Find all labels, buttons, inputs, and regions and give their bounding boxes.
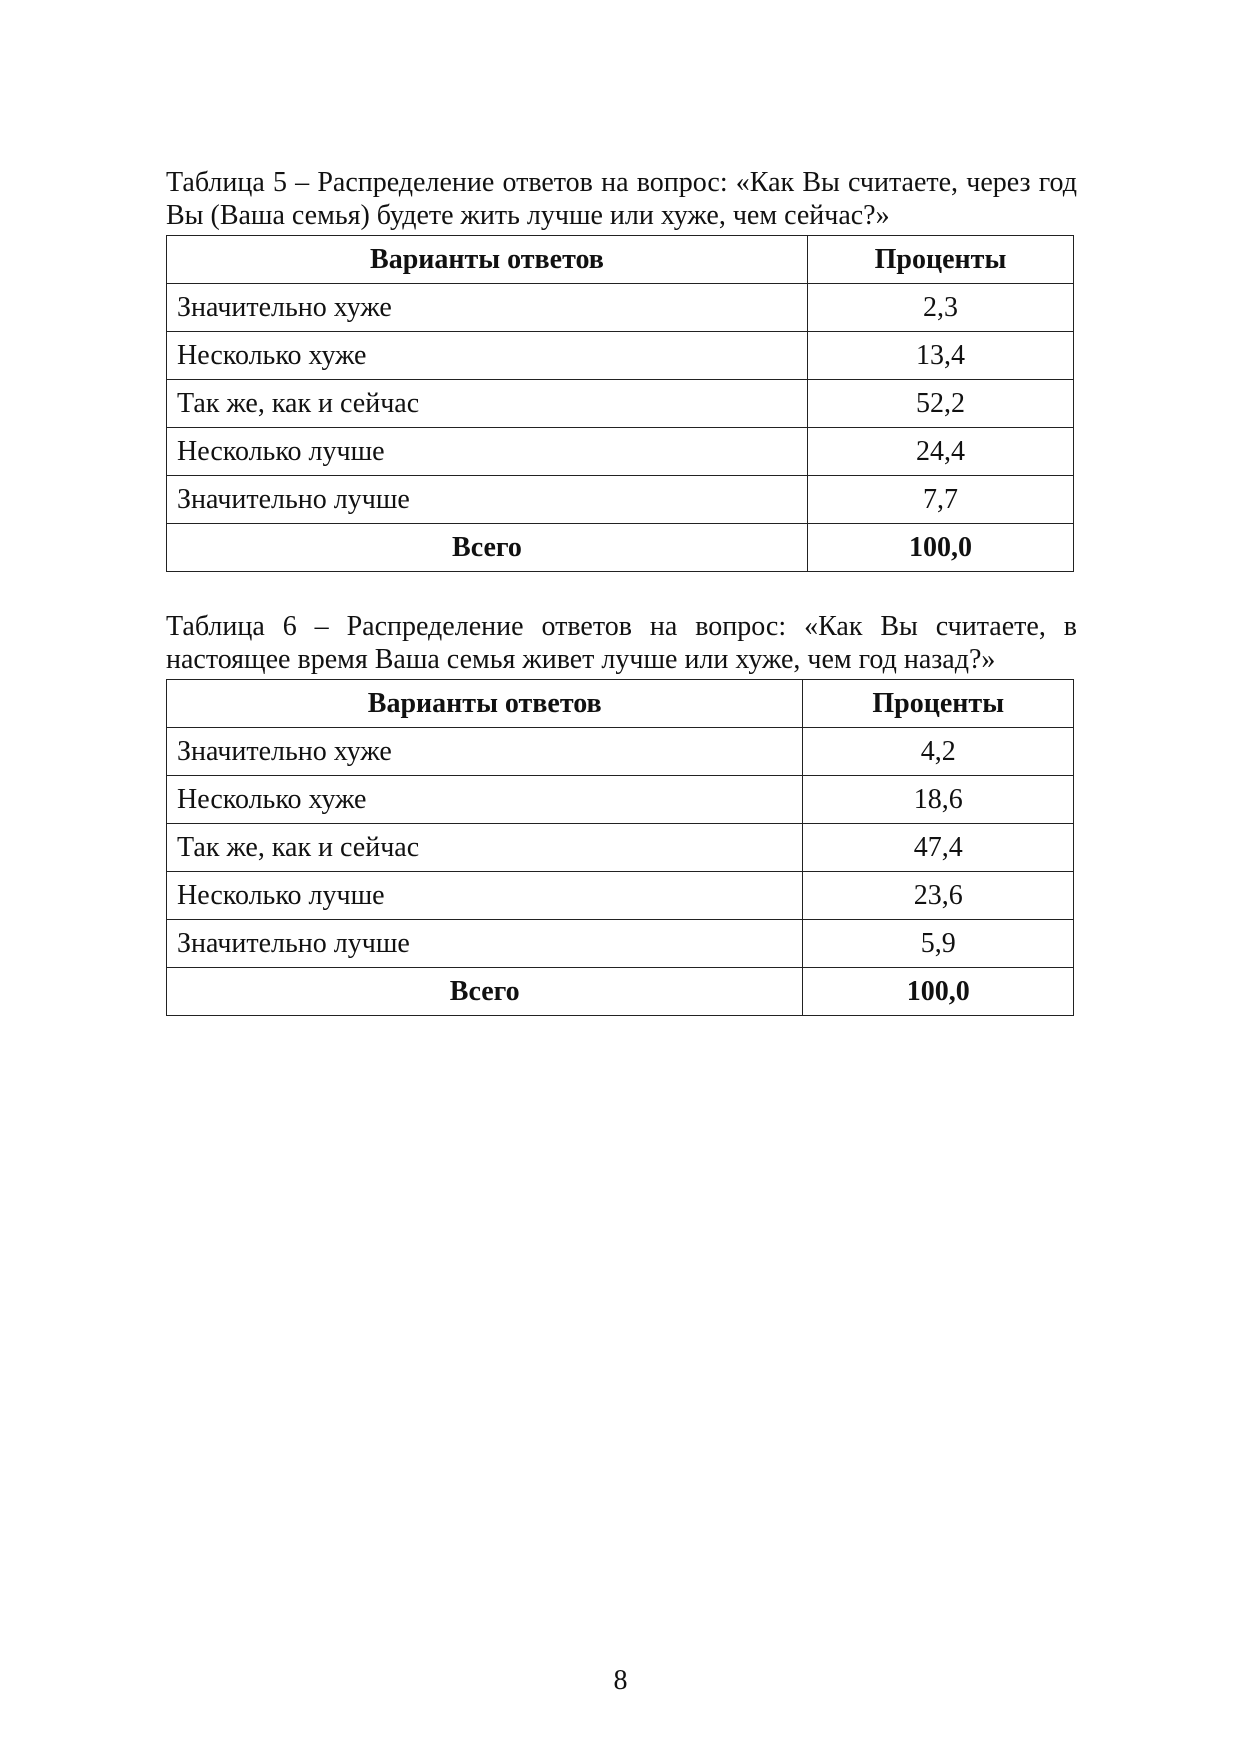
percent-cell: 2,3	[807, 284, 1073, 332]
table-6-block	[166, 610, 1077, 1016]
table-row	[167, 920, 1074, 968]
column-header-percent: Проценты	[803, 680, 1074, 728]
answer-cell: Несколько хуже	[167, 332, 808, 380]
table-row	[167, 728, 1074, 776]
table-header-row	[167, 680, 1074, 728]
table-6	[166, 679, 1074, 1016]
percent-cell: 7,7	[807, 476, 1073, 524]
table-5	[166, 235, 1074, 572]
table-row	[167, 824, 1074, 872]
percent-cell: 18,6	[803, 776, 1074, 824]
table-total-row	[167, 968, 1074, 1016]
answer-cell: Значительно лучше	[167, 920, 803, 968]
total-percent: 100,0	[807, 524, 1073, 572]
percent-cell: 5,9	[803, 920, 1074, 968]
total-percent: 100,0	[803, 968, 1074, 1016]
answer-cell: Значительно хуже	[167, 728, 803, 776]
answer-cell: Несколько лучше	[167, 428, 808, 476]
percent-cell: 4,2	[803, 728, 1074, 776]
percent-cell: 23,6	[803, 872, 1074, 920]
percent-cell: 52,2	[807, 380, 1073, 428]
table-total-row	[167, 524, 1074, 572]
table-6-caption: Таблица 6 – Распределение ответов на вопрос: «Как Вы считаете, в настоящее время Ваша семья живет лучше или хуже, чем год назад?»	[166, 611, 1077, 675]
table-row	[167, 332, 1074, 380]
table-row	[167, 476, 1074, 524]
column-header-answer: Варианты ответов	[167, 236, 808, 284]
answer-cell: Так же, как и сейчас	[167, 380, 808, 428]
column-header-answer: Варианты ответов	[167, 680, 803, 728]
answer-cell: Несколько хуже	[167, 776, 803, 824]
table-row	[167, 776, 1074, 824]
answer-cell: Значительно хуже	[167, 284, 808, 332]
total-label: Всего	[167, 968, 803, 1016]
column-header-percent: Проценты	[807, 236, 1073, 284]
percent-cell: 13,4	[807, 332, 1073, 380]
answer-cell: Так же, как и сейчас	[167, 824, 803, 872]
percent-cell: 47,4	[803, 824, 1074, 872]
table-row	[167, 380, 1074, 428]
page-number: 8	[613, 1665, 628, 1696]
percent-cell: 24,4	[807, 428, 1073, 476]
table-row	[167, 284, 1074, 332]
table-row	[167, 428, 1074, 476]
table-header-row	[167, 236, 1074, 284]
answer-cell: Значительно лучше	[167, 476, 808, 524]
answer-cell: Несколько лучше	[167, 872, 803, 920]
total-label: Всего	[167, 524, 808, 572]
table-5-block	[166, 166, 1077, 572]
table-row	[167, 872, 1074, 920]
table-5-caption: Таблица 5 – Распределение ответов на вопрос: «Как Вы считаете, через год Вы (Ваша семья) будете жить лучше или хуже, чем сейчас?»	[166, 167, 1077, 231]
